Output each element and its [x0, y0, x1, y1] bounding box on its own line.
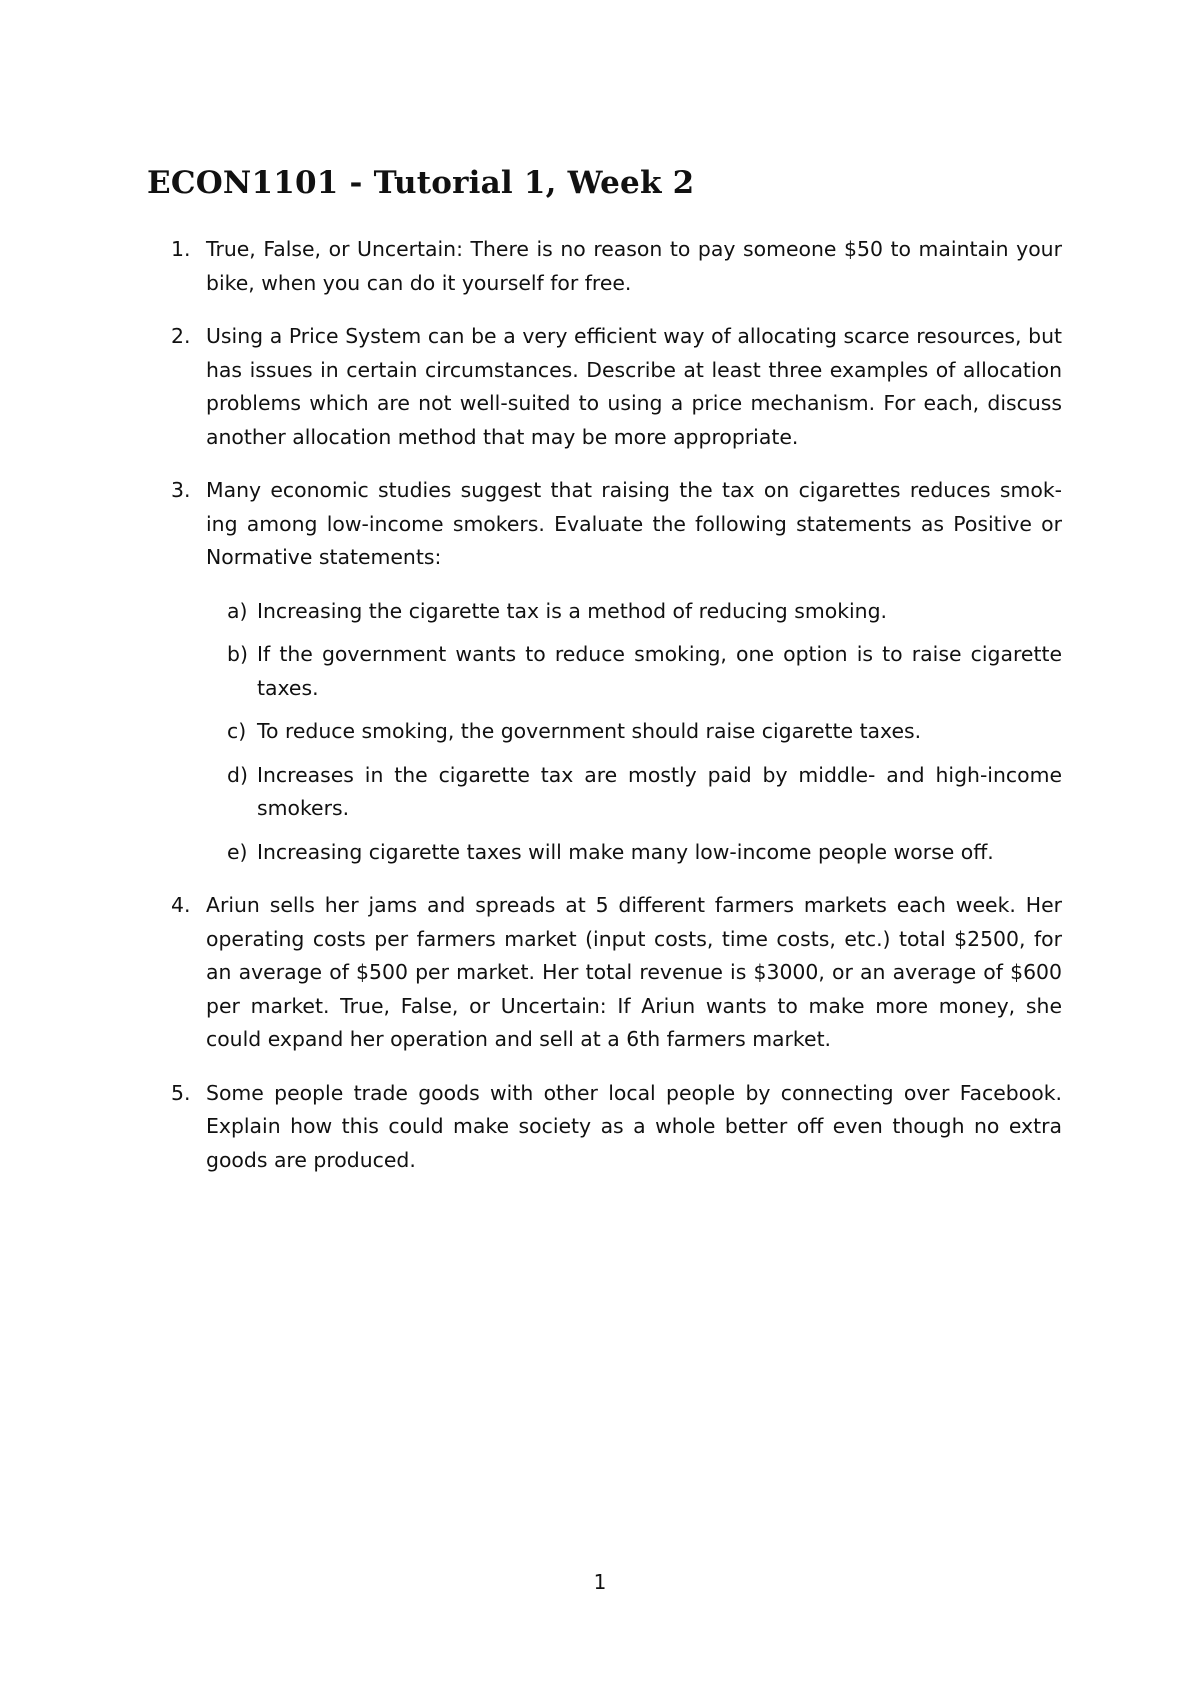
statement-e	[206, 836, 1062, 870]
statement-a	[206, 595, 1062, 629]
question-number: 2.	[171, 324, 191, 348]
statement-b	[206, 638, 1062, 705]
page-number: 1	[593, 1570, 607, 1594]
question-number: 5.	[171, 1080, 191, 1105]
statement-label: e)	[227, 839, 248, 864]
question-5	[147, 1077, 1062, 1178]
statement-label: c)	[227, 719, 247, 743]
statement-label: d)	[227, 762, 248, 787]
page-title: ECON1101 - Tutorial 1, Week 2	[147, 165, 695, 201]
question-text: Using a Price System can be a very efficient way of allocating scarce resources, but has issues in certain circumstances. Describe at least three examples of allocation problems which are not well-suited to using a price mechanism. For each, discuss another allocation method that may be more appropriate.	[206, 324, 1062, 449]
statement-c	[206, 715, 1062, 749]
question-number: 4.	[171, 893, 191, 917]
statement-list	[206, 595, 1062, 870]
question-4	[147, 889, 1062, 1057]
question-1	[147, 233, 1062, 300]
question-text: Ariun sells her jams and spreads at 5 different farmers markets each week. Her operating costs per farmers market (input costs, time costs, etc.) total $2500, for an average of $500 per market. Her total revenue is $3000, or an average of $600 per market. True, False, or Uncertain: If Ariun wants to make more money, she could expand her operation and sell at a 6th farmers market.	[206, 893, 1062, 1051]
statement-text: Increases in the cigarette tax are mostly paid by middle- and high-income smokers.	[257, 762, 1062, 820]
statement-label: a)	[227, 598, 248, 623]
question-text: True, False, or Uncertain: There is no reason to pay someone $50 to maintain your bike, when you can do it yourself for free.	[206, 237, 1062, 295]
statement-text: Increasing cigarette taxes will make many low-income people worse off.	[257, 839, 994, 864]
statement-text: If the government wants to reduce smoking, one option is to raise cigarette taxes.	[257, 642, 1062, 700]
statement-text: To reduce smoking, the government should raise cigarette taxes.	[257, 719, 922, 743]
question-list	[147, 233, 1062, 1197]
question-number: 3.	[171, 478, 191, 502]
statement-text: Increasing the cigarette tax is a method of reducing smoking.	[257, 598, 888, 623]
statement-label: b)	[227, 642, 248, 666]
question-number: 1.	[171, 237, 191, 261]
question-text: Many economic studies suggest that raising the tax on cigarettes reduces smok-ing among low-income smokers. Evaluate the following statements as Positive or Normative statements:	[206, 478, 1062, 569]
question-2	[147, 320, 1062, 454]
statement-d	[206, 759, 1062, 826]
question-3	[147, 474, 1062, 869]
question-text: Some people trade goods with other local people by connecting over Facebook. Explain how this could make society as a whole better off even though no extra goods are produced.	[206, 1080, 1062, 1172]
